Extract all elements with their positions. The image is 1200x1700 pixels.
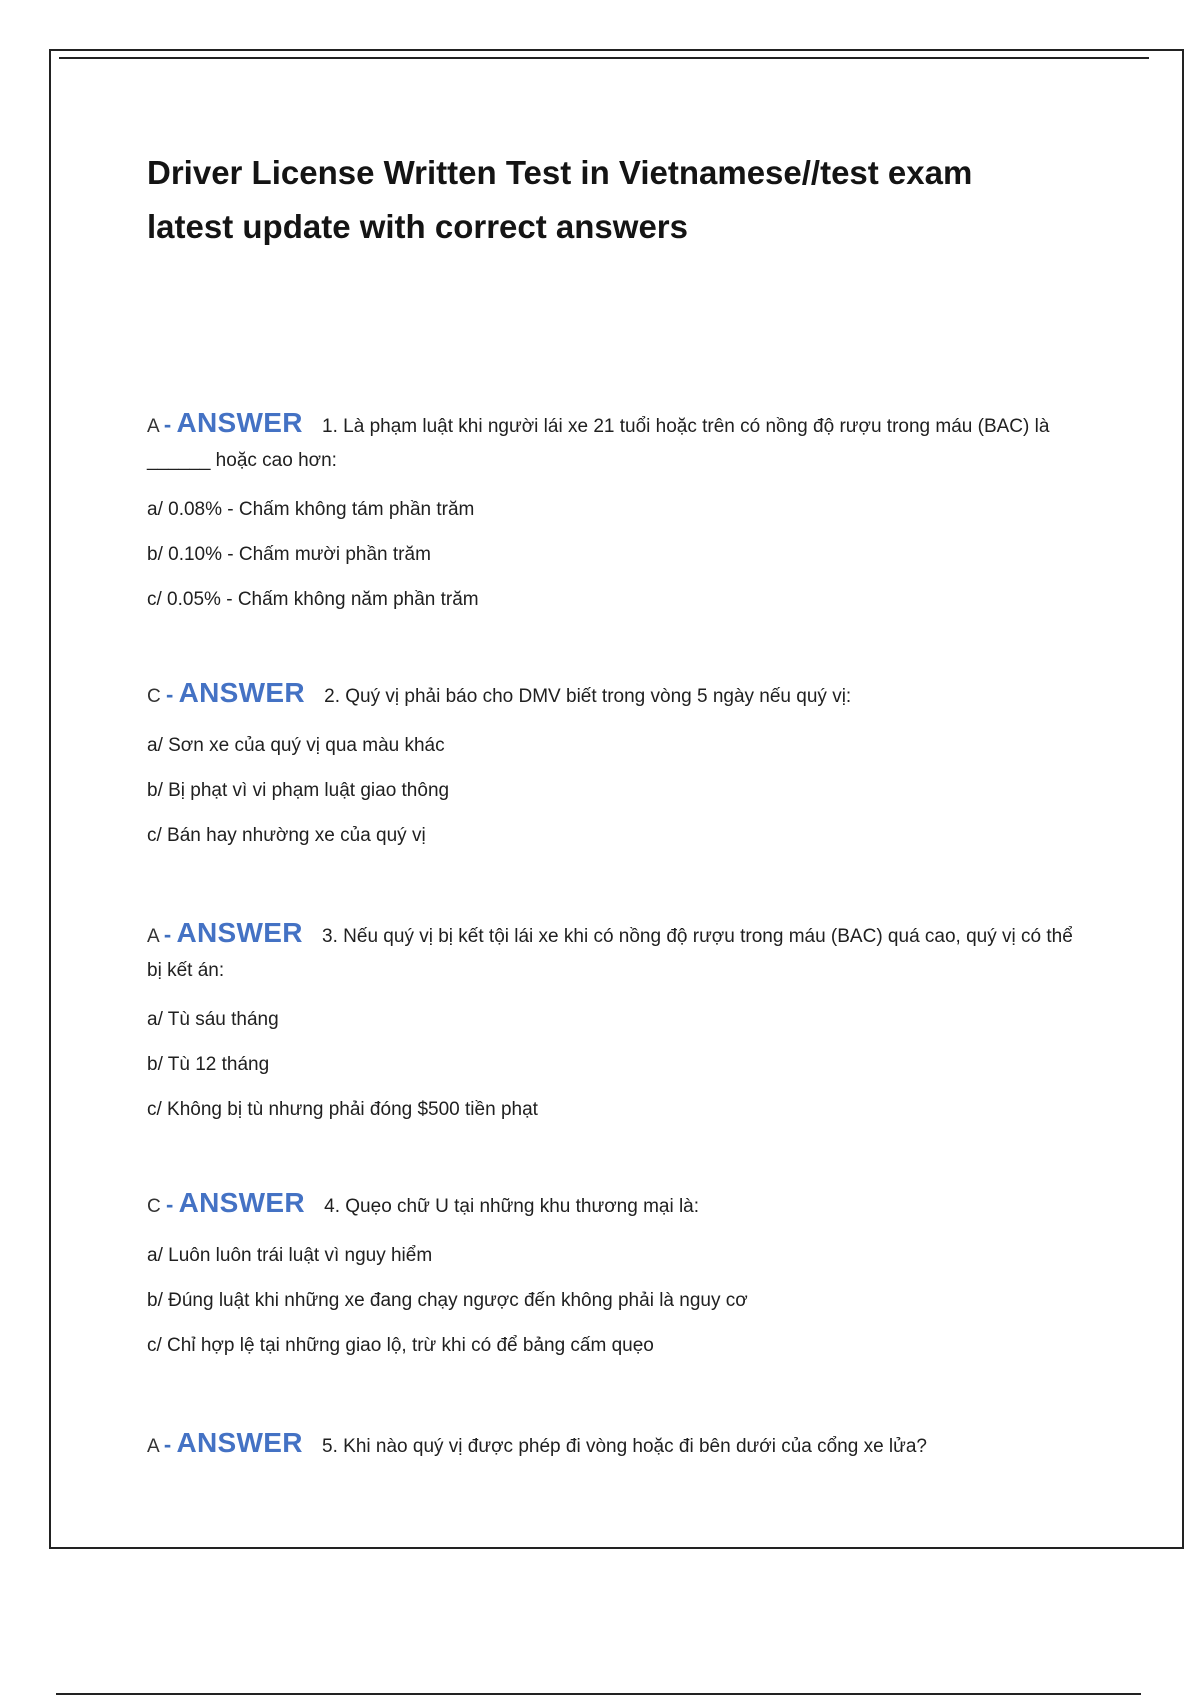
option-b: b/ Đúng luật khi những xe đang chạy ngược đến không phải là nguy cơ bbox=[147, 1290, 748, 1311]
option-a: a/ Tù sáu tháng bbox=[147, 1009, 279, 1030]
question-2-line bbox=[147, 676, 1087, 714]
option-c: c/ 0.05% - Chấm không năm phần trăm bbox=[147, 589, 479, 610]
option-a: a/ Sơn xe của quý vị qua màu khác bbox=[147, 735, 445, 756]
question-text: 1. Là phạm luật khi người lái xe 21 tuổi hoặc trên có nồng độ rượu trong máu (BAC) là ______ hoặc cao hơn: bbox=[147, 416, 1050, 471]
document-content bbox=[147, 146, 1087, 1458]
option-a: a/ Luôn luôn trái luật vì nguy hiểm bbox=[147, 1245, 433, 1266]
option-c: c/ Không bị tù nhưng phải đóng $500 tiền phạt bbox=[147, 1099, 538, 1120]
answer-dash: - bbox=[163, 1432, 172, 1457]
document-title bbox=[147, 146, 1087, 254]
answer-dash: - bbox=[166, 1192, 174, 1217]
option-a: a/ 0.08% - Chấm không tám phần trăm bbox=[147, 499, 475, 520]
question-text: 5. Khi nào quý vị được phép đi vòng hoặc đi bên dưới của cổng xe lửa? bbox=[322, 1436, 928, 1457]
option-b: b/ Bị phạt vì vi phạm luật giao thông bbox=[147, 780, 450, 801]
answer-letter: C bbox=[147, 686, 161, 707]
answer-label: ANSWER bbox=[176, 407, 303, 438]
answer-letter: A bbox=[147, 1436, 159, 1457]
answer-label: ANSWER bbox=[176, 1427, 303, 1458]
answer-label: ANSWER bbox=[178, 1187, 305, 1218]
top-rule bbox=[59, 57, 1149, 59]
answer-dash: - bbox=[166, 682, 174, 707]
question-1 bbox=[147, 406, 1087, 613]
option-c: c/ Chỉ hợp lệ tại những giao lộ, trừ khi có để bảng cấm quẹo bbox=[147, 1335, 654, 1356]
question-text: 4. Quẹo chữ U tại những khu thương mại là: bbox=[324, 1196, 700, 1217]
answer-dash: - bbox=[163, 412, 172, 437]
question-5-line bbox=[147, 1426, 1087, 1464]
question-5 bbox=[147, 1426, 1087, 1464]
answer-label: ANSWER bbox=[176, 917, 303, 948]
title-line-2: latest update with correct answers bbox=[147, 208, 689, 245]
question-4 bbox=[147, 1186, 1087, 1359]
question-3 bbox=[147, 916, 1087, 1123]
question-2 bbox=[147, 676, 1087, 849]
question-text: 3. Nếu quý vị bị kết tội lái xe khi có nồng độ rượu trong máu (BAC) quá cao, quý vị có thể bị kết án: bbox=[147, 926, 1073, 981]
question-3-line bbox=[147, 916, 1087, 988]
bottom-rule bbox=[56, 1693, 1141, 1695]
title-line-1: Driver License Written Test in Vietnamese//test exam bbox=[147, 154, 973, 191]
question-4-line bbox=[147, 1186, 1087, 1224]
option-c: c/ Bán hay nhường xe của quý vị bbox=[147, 825, 426, 846]
answer-letter: A bbox=[147, 926, 159, 947]
question-text: 2. Quý vị phải báo cho DMV biết trong vòng 5 ngày nếu quý vị: bbox=[324, 686, 852, 707]
document-page bbox=[49, 49, 1184, 1549]
answer-letter: C bbox=[147, 1196, 161, 1217]
answer-dash: - bbox=[163, 922, 172, 947]
option-b: b/ 0.10% - Chấm mười phần trăm bbox=[147, 544, 431, 565]
option-b: b/ Tù 12 tháng bbox=[147, 1054, 270, 1075]
question-1-line bbox=[147, 406, 1087, 478]
answer-label: ANSWER bbox=[178, 677, 305, 708]
answer-letter: A bbox=[147, 416, 159, 437]
